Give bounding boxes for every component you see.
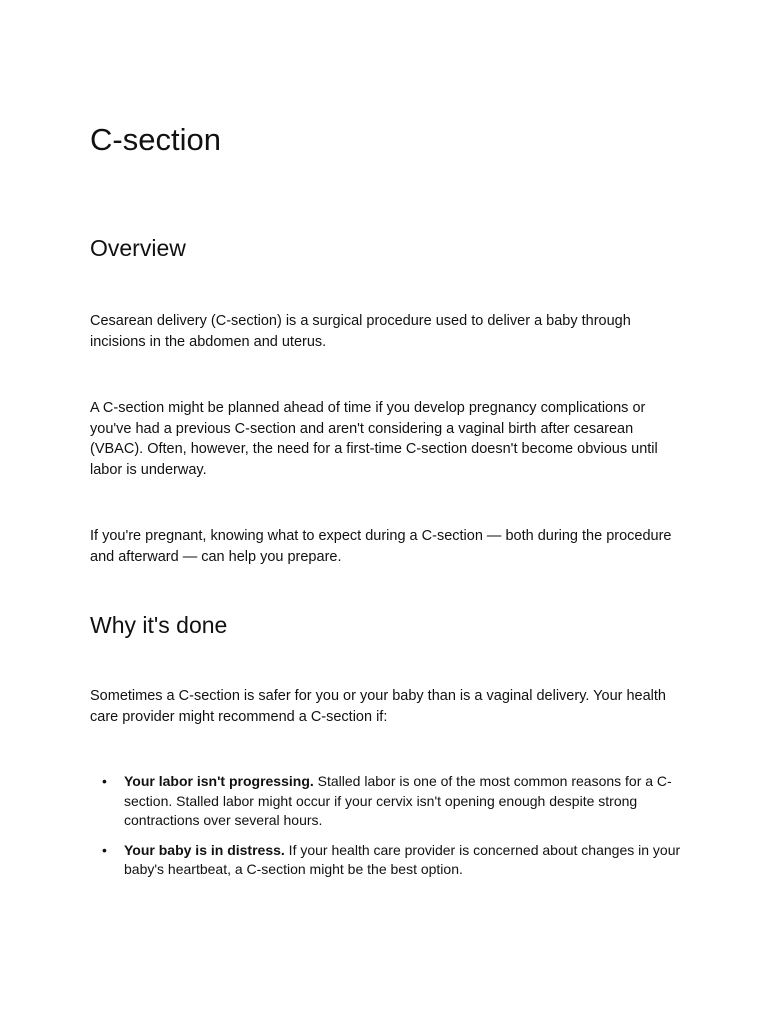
bullet-body-text: If your health care provider is concerned about changes in your baby's heartbeat, a C-section might be the best option. [124, 841, 681, 877]
bullet-icon: • [102, 841, 107, 858]
section-heading-why-its-done: Why it's done [90, 612, 228, 638]
bullet-icon: • [102, 773, 107, 789]
section-heading-overview: Overview [90, 235, 186, 261]
overview-paragraph-2: A C-section might be planned ahead of time if you develop pregnancy complications or you've had a previous C-section and aren't considering a vaginal birth after cesarean (VBAC). Often, however, the need for a first-time C-section doesn't become obvious until labor is underway. [90, 400, 658, 478]
list-item [90, 772, 690, 831]
reasons-list [90, 772, 690, 890]
bullet-lead-text: Your labor isn't progressing. [124, 773, 314, 789]
list-item [90, 841, 690, 880]
page-title: C-section [90, 122, 221, 157]
bullet-lead-text: Your baby is in distress. [124, 841, 285, 858]
overview-paragraph-3: If you're pregnant, knowing what to expect during a C-section — both during the procedure and afterward — can help you prepare. [90, 528, 672, 565]
why-paragraph-1: Sometimes a C-section is safer for you or your baby than is a vaginal delivery. Your health care provider might recommend a C-section if: [90, 688, 666, 725]
bullet-body-text: Stalled labor is one of the most common reasons for a C-section. Stalled labor might occur if your cervix isn't opening enough despite strong contractions over several hours. [124, 773, 672, 828]
overview-paragraph-1: Cesarean delivery (C-section) is a surgical procedure used to deliver a baby through incisions in the abdomen and uterus. [90, 313, 631, 350]
